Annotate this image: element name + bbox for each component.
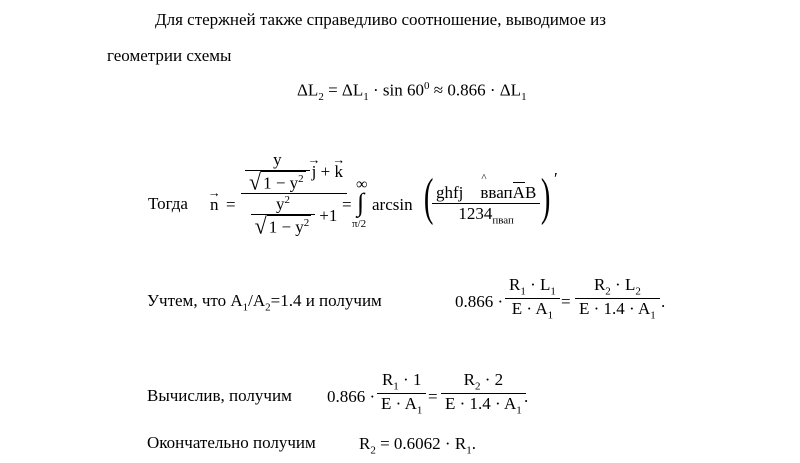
- eq2-bar-a: A: [512, 183, 525, 202]
- eq1-lhs-sub: 2: [318, 91, 324, 104]
- equation-delta-l: [297, 81, 527, 103]
- eq3-period: .: [661, 292, 666, 311]
- eq5-text: Окончательно получим: [147, 433, 316, 452]
- eq2-integral-upper: ∞: [356, 176, 368, 193]
- eq2-right-paren: ): [540, 169, 551, 226]
- eq1-sin: · sin 60: [373, 80, 424, 100]
- eq1-rhs-sub: 1: [363, 91, 369, 104]
- eq2-equals: =: [226, 195, 236, 214]
- eq2-left-paren: (: [423, 169, 434, 226]
- paragraph-line-2: геометрии схемы: [107, 46, 232, 65]
- eq2-arcsin-argument: [432, 172, 540, 227]
- eq4-fraction-left: $\frac{R_1 \cdot 1}{E \cdot A_1}$: [377, 370, 426, 417]
- eq4-coefficient: 0.866 ·: [327, 387, 376, 406]
- eq4-fraction-right: $\frac{R_2 \cdot 2}{E \cdot 1.4 \cdot A_1}$: [441, 370, 526, 417]
- eq2-sqrt-bottom: √ $1 - y^2$: [254, 212, 310, 239]
- eq2-arg-numerator: ghfj ^ ввапAB: [436, 172, 537, 202]
- eq2-inner-top-num: y: [273, 150, 282, 169]
- eq1-lhs: ΔL: [297, 80, 319, 100]
- eq2-inner-fraction-bottom: [251, 194, 316, 238]
- eq3-text: Учтем, что $A_1/A_2=1.4$ и получим: [147, 291, 382, 314]
- eq1-degree: 0: [424, 80, 430, 92]
- eq2-sqrt-top: √ $1 - y^2$: [249, 167, 304, 195]
- eq2-denominator: [247, 194, 342, 238]
- eq2-equals-2: =: [342, 195, 352, 214]
- eq2-integral-sign: ∫: [357, 188, 365, 217]
- paragraph-line-1: Для стержней также справедливо соотношение, выводимое из: [155, 10, 606, 29]
- eq2-big-fraction: [241, 150, 347, 238]
- eq2-plus-one: +1: [319, 206, 338, 226]
- eq2-inner-fraction-top: [245, 150, 310, 193]
- eq3-equals: =: [561, 292, 571, 311]
- eq2-vector-n: → n: [210, 196, 219, 213]
- eq5-formula: $R_2 = 0.6062 \cdot R_1$.: [359, 434, 476, 457]
- eq2-jk: → j + → k: [310, 162, 343, 182]
- eq2-arcsin: arcsin: [372, 195, 413, 214]
- eq2-arg-denominator: $1234_{пвап}$: [458, 203, 514, 226]
- eq3-fraction-left: $\frac{R_1 \cdot L_1}{E \cdot A_1}$: [505, 275, 560, 322]
- eq1-approx-sub: 1: [521, 91, 527, 104]
- eq1-rhs: ΔL: [341, 80, 364, 100]
- eq2-prime: ′: [554, 169, 558, 188]
- eq3-fraction-right: $\frac{R_2 \cdot L_2}{E \cdot 1.4 \cdot A_1}$: [575, 275, 660, 322]
- eq2-hat-v: ^ в: [480, 172, 489, 202]
- eq2-lead-text: Тогда: [148, 194, 188, 213]
- eq1-approx: ≈ 0.866 · ΔL: [433, 80, 522, 100]
- eq2-numerator: [241, 150, 347, 193]
- eq4-period: .: [524, 387, 529, 406]
- eq4-equals: =: [428, 387, 438, 406]
- eq2-integral-lower: π/2: [352, 218, 367, 230]
- eq2-inner-bottom-num: $y^2$: [275, 194, 290, 214]
- eq3-coefficient: 0.866 ·: [455, 292, 504, 311]
- eq1-equals: =: [328, 80, 338, 100]
- eq4-text: Вычислив, получим: [147, 386, 292, 405]
